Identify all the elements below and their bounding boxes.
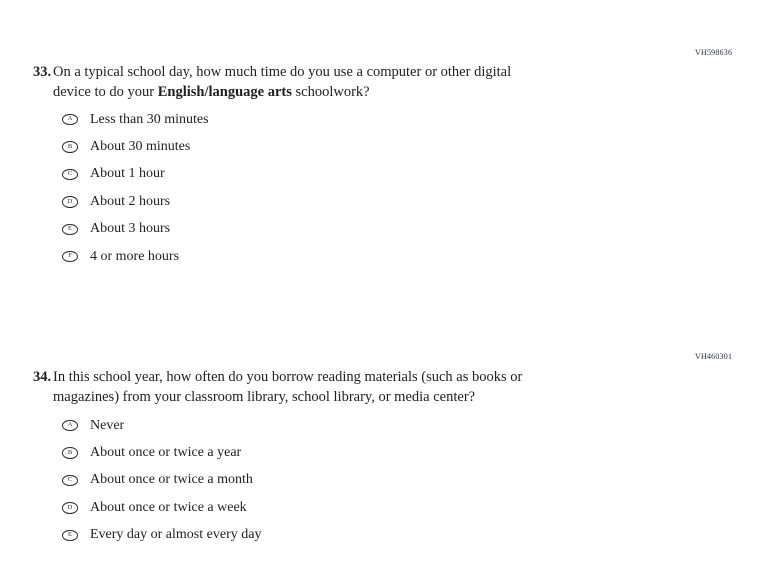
question-text	[53, 62, 511, 103]
answer-bubble-letter: E	[68, 224, 72, 232]
answer-option-row	[62, 133, 209, 160]
answer-bubble[interactable]	[62, 169, 78, 181]
option-label: About 3 hours	[90, 221, 171, 237]
answer-bubble-letter: B	[67, 448, 73, 456]
answer-option-row	[62, 439, 261, 466]
answer-bubble[interactable]	[62, 251, 78, 263]
question-text-line: In this school year, how often do you borrow reading materials (such as books or	[53, 369, 523, 385]
answer-option-row	[62, 188, 209, 215]
item-code-q33: VH598636	[695, 48, 733, 57]
option-label: About once or twice a week	[90, 499, 247, 515]
option-label: 4 or more hours	[90, 248, 180, 264]
answer-option-row	[62, 494, 261, 521]
question-number: 34.	[33, 369, 52, 385]
answer-bubble[interactable]	[62, 502, 78, 514]
answer-bubble-letter: A	[67, 115, 73, 123]
answer-option-row	[62, 412, 261, 439]
answer-bubble-letter: B	[67, 142, 73, 150]
answer-bubble[interactable]	[62, 530, 78, 542]
question-34	[33, 367, 522, 408]
answer-option-row	[62, 161, 209, 188]
answer-option-row	[62, 216, 209, 243]
answer-bubble-letter: D	[67, 503, 73, 511]
answer-bubble[interactable]	[62, 475, 78, 487]
answer-bubble-letter: E	[68, 530, 72, 538]
item-code-q34: VH460301	[695, 352, 733, 361]
option-label: About 2 hours	[90, 193, 171, 209]
answer-bubble[interactable]	[62, 447, 78, 459]
question-text-line: device to do your English/language arts schoolwork?	[53, 84, 370, 101]
answer-bubble[interactable]	[62, 114, 78, 126]
answer-option-row	[62, 243, 209, 270]
answer-bubble-letter: D	[67, 197, 73, 205]
option-label: About once or twice a month	[90, 472, 253, 488]
answer-bubble[interactable]	[62, 224, 78, 236]
answer-bubble[interactable]	[62, 420, 78, 432]
option-label: Never	[90, 417, 125, 433]
answer-option-row	[62, 106, 209, 133]
answer-option-row	[62, 467, 261, 494]
question-text-line: magazines) from your classroom library, school library, or media center?	[53, 389, 476, 406]
answer-bubble-letter: F	[68, 252, 72, 260]
answer-bubble[interactable]	[62, 196, 78, 208]
answer-option-row	[62, 522, 261, 549]
options-list-q34	[62, 412, 261, 549]
option-label: About 30 minutes	[90, 139, 191, 155]
question-text	[53, 367, 522, 408]
question-number: 33.	[33, 64, 52, 80]
answer-bubble[interactable]	[62, 141, 78, 153]
option-label: Every day or almost every day	[90, 527, 262, 543]
options-list-q33	[62, 106, 209, 270]
answer-bubble-letter: A	[67, 421, 73, 429]
answer-bubble-letter: C	[67, 476, 73, 484]
option-label: About once or twice a year	[90, 445, 242, 461]
answer-bubble-letter: C	[67, 170, 73, 178]
option-label: Less than 30 minutes	[90, 111, 209, 127]
question-33	[33, 62, 511, 103]
option-label: About 1 hour	[90, 166, 165, 182]
question-text-line: On a typical school day, how much time do you use a computer or other digital	[53, 64, 512, 80]
